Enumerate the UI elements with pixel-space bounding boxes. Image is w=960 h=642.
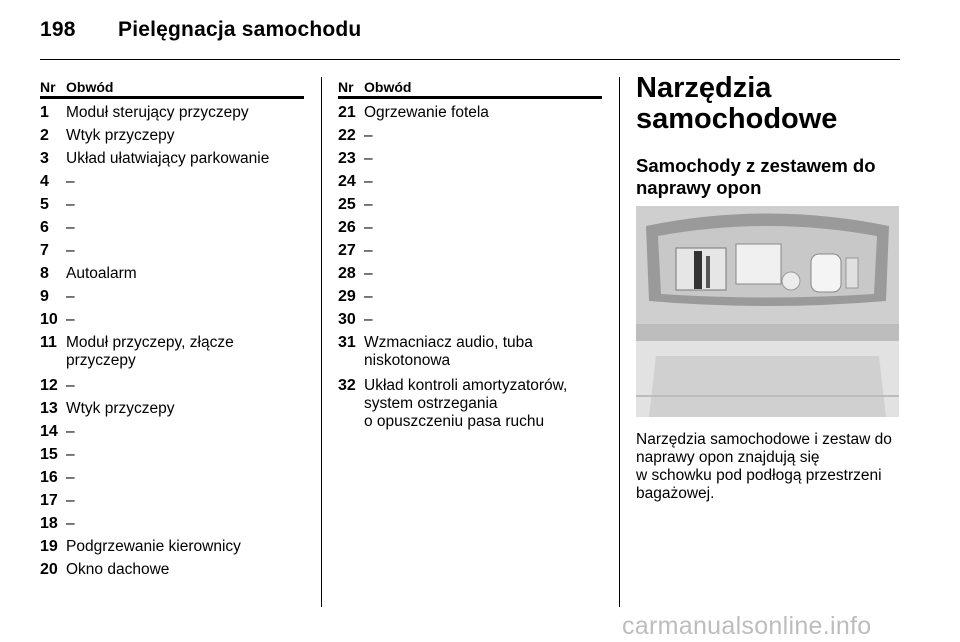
row-number: 23	[338, 150, 356, 167]
fuse-table-left	[40, 79, 304, 578]
row-description: Wzmacniacz audio, tuba niskotonowa	[364, 334, 533, 369]
row-number: 8	[40, 265, 49, 282]
row-number: 18	[40, 515, 58, 532]
row-description: Podgrzewanie kierownicy	[66, 538, 241, 555]
row-description: –	[66, 311, 75, 328]
row-description: –	[66, 446, 75, 463]
row-number: 17	[40, 492, 58, 509]
table-row	[40, 492, 320, 510]
row-description: –	[66, 288, 75, 305]
row-description: Układ ułatwiający parkowanie	[66, 150, 270, 167]
table-row	[338, 311, 618, 329]
table-row	[338, 196, 618, 214]
row-description: –	[364, 196, 373, 213]
row-description: –	[364, 219, 373, 236]
table-row	[338, 334, 618, 370]
row-number: 24	[338, 173, 356, 190]
table-header	[338, 79, 602, 99]
table-row	[338, 127, 618, 145]
row-description: –	[66, 196, 75, 213]
row-number: 16	[40, 469, 58, 486]
table-row	[40, 265, 320, 283]
table-row	[40, 242, 320, 260]
column-divider	[619, 77, 620, 607]
table-header	[40, 79, 304, 99]
row-number: 25	[338, 196, 356, 213]
row-description: –	[66, 377, 75, 394]
row-description: Ogrzewanie fotela	[364, 104, 489, 121]
header-rule	[40, 59, 900, 60]
row-number: 20	[40, 561, 58, 578]
row-number: 11	[40, 334, 57, 351]
row-number: 3	[40, 150, 49, 167]
table-row	[338, 242, 618, 260]
table-row	[40, 377, 320, 395]
page-title: Pielęgnacja samochodu	[118, 18, 362, 41]
table-row	[40, 446, 320, 464]
fuse-table-right	[338, 79, 602, 430]
row-description: –	[364, 265, 373, 282]
table-row	[338, 173, 618, 191]
row-number: 32	[338, 377, 356, 394]
row-number: 22	[338, 127, 356, 144]
row-description: Okno dachowe	[66, 561, 170, 578]
row-number: 1	[40, 104, 49, 121]
row-description: –	[364, 127, 373, 144]
section-title: Narzędzia samochodowe	[636, 72, 838, 135]
row-description: Wtyk przyczepy	[66, 400, 175, 417]
row-number: 14	[40, 423, 58, 440]
row-description: –	[364, 150, 373, 167]
table-row	[40, 196, 320, 214]
row-number: 5	[40, 196, 49, 213]
table-row	[40, 515, 320, 533]
row-number: 28	[338, 265, 356, 282]
table-row	[338, 265, 618, 283]
table-row	[40, 561, 320, 579]
row-description: Wtyk przyczepy	[66, 127, 175, 144]
table-row	[40, 469, 320, 487]
row-number: 2	[40, 127, 49, 144]
table-row	[338, 219, 618, 237]
col-nr-label: Nr	[40, 79, 56, 95]
row-description: Moduł przyczepy, złącze przyczepy	[66, 334, 234, 369]
table-row	[40, 400, 320, 418]
table-row	[338, 288, 618, 306]
table-row	[40, 150, 320, 168]
row-description: –	[66, 469, 75, 486]
column-divider	[321, 77, 322, 607]
row-description: –	[364, 173, 373, 190]
row-description: Układ kontroli amortyzatorów, system ostrzegania o opuszczeniu pasa ruchu	[364, 377, 568, 430]
row-number: 30	[338, 311, 356, 328]
row-description: –	[364, 288, 373, 305]
row-number: 31	[338, 334, 356, 351]
col-nr-label: Nr	[338, 79, 354, 95]
row-description: –	[66, 492, 75, 509]
row-description: –	[66, 423, 75, 440]
watermark: carmanualsonline.info	[622, 612, 872, 640]
row-number: 19	[40, 538, 58, 555]
table-row	[40, 104, 320, 122]
row-description: –	[66, 515, 75, 532]
section-subtitle: Samochody z zestawem do naprawy opon	[636, 155, 876, 198]
row-description: Moduł sterujący przyczepy	[66, 104, 249, 121]
row-description: –	[364, 311, 373, 328]
photo-caption: Narzędzia samochodowe i zestaw do naprawy opon znajdują się w schowku pod podłogą przestrzeni bagażowej.	[636, 431, 892, 502]
row-number: 13	[40, 400, 58, 417]
row-number: 7	[40, 242, 49, 259]
row-number: 27	[338, 242, 356, 259]
row-number: 10	[40, 311, 58, 328]
row-number: 9	[40, 288, 49, 305]
table-row	[338, 104, 618, 122]
trunk-tools-photo	[636, 206, 899, 417]
row-description: –	[66, 173, 75, 190]
col-desc-label: Obwód	[364, 79, 412, 95]
row-description: Autoalarm	[66, 265, 137, 282]
table-row	[40, 127, 320, 145]
table-row	[338, 377, 618, 431]
page-number: 198	[40, 18, 76, 41]
row-number: 29	[338, 288, 356, 305]
table-row	[40, 334, 320, 370]
row-number: 6	[40, 219, 49, 236]
table-row	[40, 219, 320, 237]
table-row	[40, 423, 320, 441]
row-number: 4	[40, 173, 49, 190]
row-number: 15	[40, 446, 58, 463]
row-description: –	[66, 219, 75, 236]
table-row	[40, 288, 320, 306]
table-row	[338, 150, 618, 168]
row-description: –	[364, 242, 373, 259]
row-number: 21	[338, 104, 356, 121]
table-row	[40, 538, 320, 556]
table-row	[40, 173, 320, 191]
row-number: 12	[40, 377, 58, 394]
table-row	[40, 311, 320, 329]
col-desc-label: Obwód	[66, 79, 114, 95]
row-number: 26	[338, 219, 356, 236]
row-description: –	[66, 242, 75, 259]
